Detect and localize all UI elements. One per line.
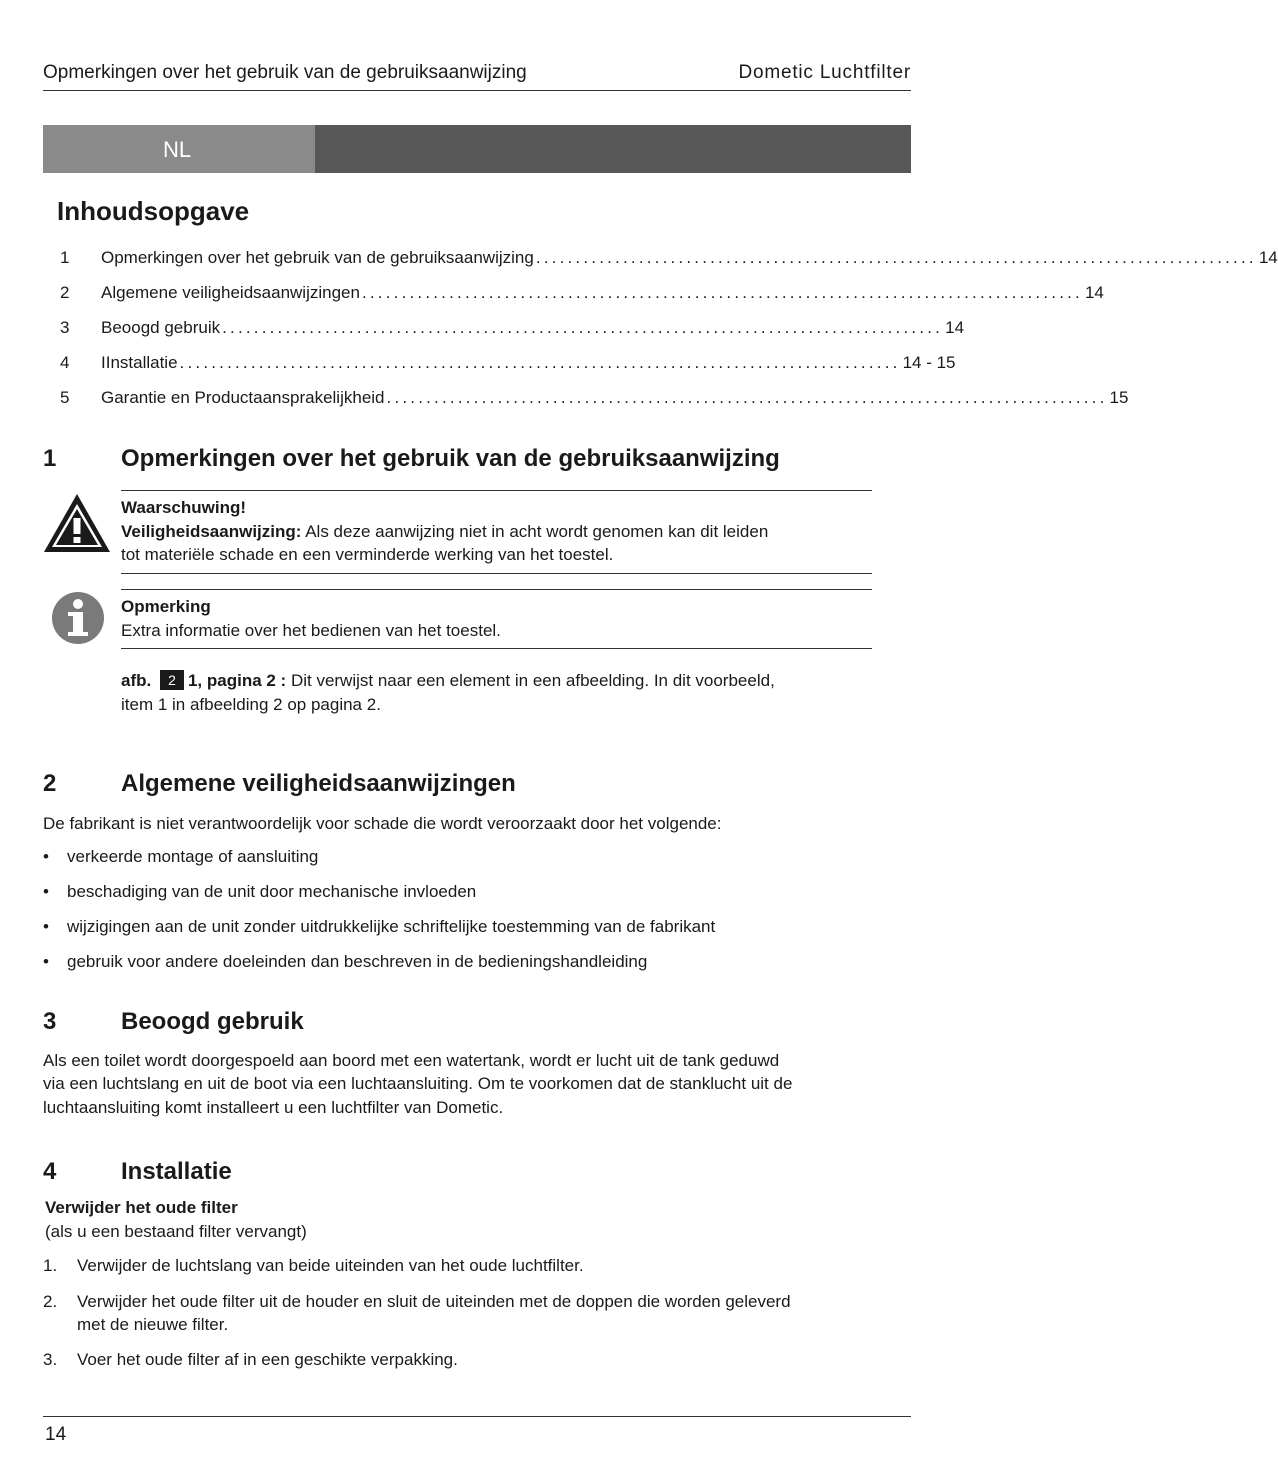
language-bar <box>43 125 911 173</box>
toc-entry-title: Beoogd gebruik <box>101 318 221 337</box>
warning-text: Als deze aanwijzing niet in acht wordt genomen kan dit leiden <box>301 522 769 541</box>
warning-heading: Waarschuwing! <box>121 498 246 517</box>
figure-ref-text: Dit verwijst naar een element in een afbeelding. In dit voorbeeld, <box>286 671 775 690</box>
section-2-number: 2 <box>43 770 57 797</box>
section-3-number: 3 <box>43 1008 57 1035</box>
header-section-title: Opmerkingen over het gebruik van de gebruiksaanwijzing <box>43 62 527 83</box>
list-item-text: wijzigingen aan de unit zonder uitdrukkelijke schriftelijke toestemming van de fabrikant <box>67 917 716 936</box>
info-icon <box>51 591 105 645</box>
toc-entry[interactable]: 2 Algemene veiligheidsaanwijzingen ........................................................................................... 14 <box>60 283 1104 302</box>
toc-entry-number: 4 <box>60 353 70 372</box>
note-heading: Opmerking <box>121 597 211 616</box>
section-3-text-line-1: Als een toilet wordt doorgespoeld aan boord met een watertank, wordt er lucht uit de tank geduwd <box>43 1051 780 1070</box>
figure-ref-prefix: afb. <box>121 671 152 690</box>
toc-entry-title: IInstallatie <box>101 353 178 372</box>
section-1-number: 1 <box>43 445 57 472</box>
figure-ref-suffix: 1, pagina 2 : <box>187 671 287 690</box>
list-item-text: verkeerde montage of aansluiting <box>67 847 319 866</box>
toc-entry-title: Garantie en Productaansprakelijkheid <box>101 388 385 407</box>
section-3-title: Beoogd gebruik <box>121 1008 304 1035</box>
step-number: 3. <box>43 1350 58 1369</box>
list-item-text: gebruik voor andere doeleinden dan beschreven in de bedieningshandleiding <box>67 952 648 971</box>
toc-entry-page: 14 <box>1084 283 1104 302</box>
step-text: Voer het oude filter af in een geschikte verpakking. <box>77 1350 458 1369</box>
figure-reference-line-2: item 1 in afbeelding 2 op pagina 2. <box>121 695 381 714</box>
section-2-title: Algemene veiligheidsaanwijzingen <box>121 770 516 797</box>
step-number: 2. <box>43 1292 58 1311</box>
section-4-subnote: (als u een bestaand filter vervangt) <box>45 1222 307 1241</box>
toc-entry-number: 1 <box>60 248 70 267</box>
list-item-text: beschadiging van de unit door mechanische invloeden <box>67 882 477 901</box>
figure-number-badge: 2 <box>160 670 184 690</box>
toc-entry[interactable]: 1 Opmerkingen over het gebruik van de gebruiksaanwijzing ........................................................................................... 14 <box>60 248 1278 267</box>
section-2-intro: De fabrikant is niet verantwoordelijk voor schade die wordt veroorzaakt door het volgende: <box>43 814 722 833</box>
toc-entry-title: Algemene veiligheidsaanwijzingen <box>101 283 360 302</box>
warning-triangle-icon <box>42 492 112 554</box>
toc-entry[interactable]: 4 IInstallatie ........................................................................................... 14 - 15 <box>60 353 956 372</box>
step-text: met de nieuwe filter. <box>77 1315 229 1334</box>
toc-entry[interactable]: 5 Garantie en Productaansprakelijkheid ........................................................................................... 15 <box>60 388 1129 407</box>
footer-divider <box>43 1416 911 1417</box>
warning-text-line-2: tot materiële schade en een verminderde werking van het toestel. <box>121 545 614 564</box>
toc-entry-number: 3 <box>60 318 70 337</box>
section-3-text-line-2: via een luchtslang en uit de boot via een luchtaansluiting. Om te voorkomen dat de stanklucht uit de <box>43 1074 793 1093</box>
language-tab <box>43 125 315 173</box>
warning-text-line-1 <box>121 520 768 543</box>
toc-entry-page: 15 <box>1109 388 1129 407</box>
section-4-subheading: Verwijder het oude filter <box>45 1198 238 1217</box>
warning-box <box>121 490 872 574</box>
toc-entry-number: 2 <box>60 283 70 302</box>
language-label: NL <box>163 137 192 162</box>
toc-title: Inhoudsopgave <box>57 196 250 226</box>
step-number: 1. <box>43 1256 58 1275</box>
section-4-number: 4 <box>43 1158 57 1185</box>
toc-entry-number: 5 <box>60 388 70 407</box>
toc-entry-title: Opmerkingen over het gebruik van de gebruiksaanwijzing <box>101 248 534 267</box>
toc-entry-page: 14 <box>945 318 965 337</box>
section-1-title: Opmerkingen over het gebruik van de gebruiksaanwijzing <box>121 445 780 472</box>
note-box <box>121 589 872 649</box>
page-number: 14 <box>45 1424 67 1445</box>
note-text: Extra informatie over het bedienen van het toestel. <box>121 621 501 640</box>
toc-entry[interactable]: 3 Beoogd gebruik ........................................................................................... 14 <box>60 318 965 337</box>
running-header <box>43 60 911 91</box>
section-3-text-line-3: luchtaansluiting komt installeert u een luchtfilter van Dometic. <box>43 1098 504 1117</box>
figure-reference-line-1 <box>121 669 775 692</box>
step-text: Verwijder de luchtslang van beide uiteinden van het oude luchtfilter. <box>77 1256 584 1275</box>
section-4-title: Installatie <box>121 1158 232 1185</box>
header-product-name: Dometic Luchtfilter <box>738 62 911 83</box>
warning-label: Veiligheidsaanwijzing: <box>121 522 302 541</box>
toc-entry-page: 14 <box>1258 248 1278 267</box>
toc-entry-page: 14 - 15 <box>902 353 956 372</box>
step-text: Verwijder het oude filter uit de houder en sluit de uiteinden met de doppen die worden geleverd <box>77 1292 791 1311</box>
